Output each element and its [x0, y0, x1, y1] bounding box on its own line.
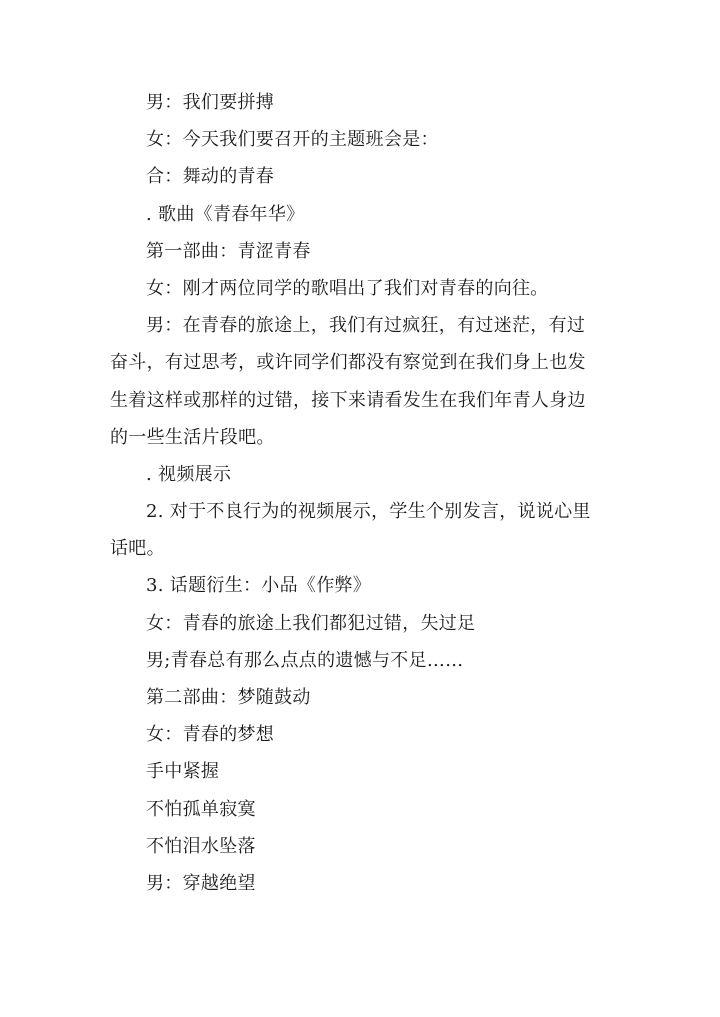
- text-line: 男;青春总有那么点点的遗憾与不足……: [146, 649, 464, 671]
- text-line: 合：舞动的青春: [146, 166, 275, 188]
- text-line: 女：青春的旅途上我们都犯过错，失过足: [146, 612, 476, 634]
- text-line: 奋斗，有过思考，或许同学们都没有察觉到在我们身上也发: [110, 352, 586, 374]
- section-heading: 第二部曲：梦随鼓动: [146, 687, 311, 708]
- text-line: 女：刚才两位同学的歌唱出了我们对青春的向往。: [146, 277, 549, 299]
- text-line: . 歌曲《青春年华》: [146, 203, 305, 225]
- section-heading: 第一部曲：青涩青春: [146, 240, 311, 262]
- text-line: 男：穿越绝望: [146, 872, 256, 894]
- text-line: . 视频展示: [146, 463, 232, 485]
- text-line: 2. 对于不良行为的视频展示，学生个别发言，说说心里: [146, 501, 591, 523]
- text-line: 不怕孤单寂寞: [146, 798, 256, 820]
- text-line: 生着这样或那样的过错，接下来请看发生在我们年青人身边: [110, 389, 586, 411]
- text-line: 的一些生活片段吧。: [110, 426, 275, 448]
- text-line: 手中紧握: [146, 761, 220, 783]
- document-body: [110, 84, 610, 902]
- text-line: 3. 话题衍生：小品《作弊》: [146, 575, 372, 597]
- text-line: 不怕泪水坠落: [146, 835, 256, 857]
- text-line: 女：今天我们要召开的主题班会是：: [146, 129, 439, 151]
- text-line: 话吧。: [110, 538, 165, 560]
- text-line: 男：我们要拼搏: [146, 92, 275, 113]
- text-line: 女：青春的梦想: [146, 724, 275, 746]
- text-line: 男：在青春的旅途上，我们有过疯狂，有过迷茫，有过: [146, 315, 586, 337]
